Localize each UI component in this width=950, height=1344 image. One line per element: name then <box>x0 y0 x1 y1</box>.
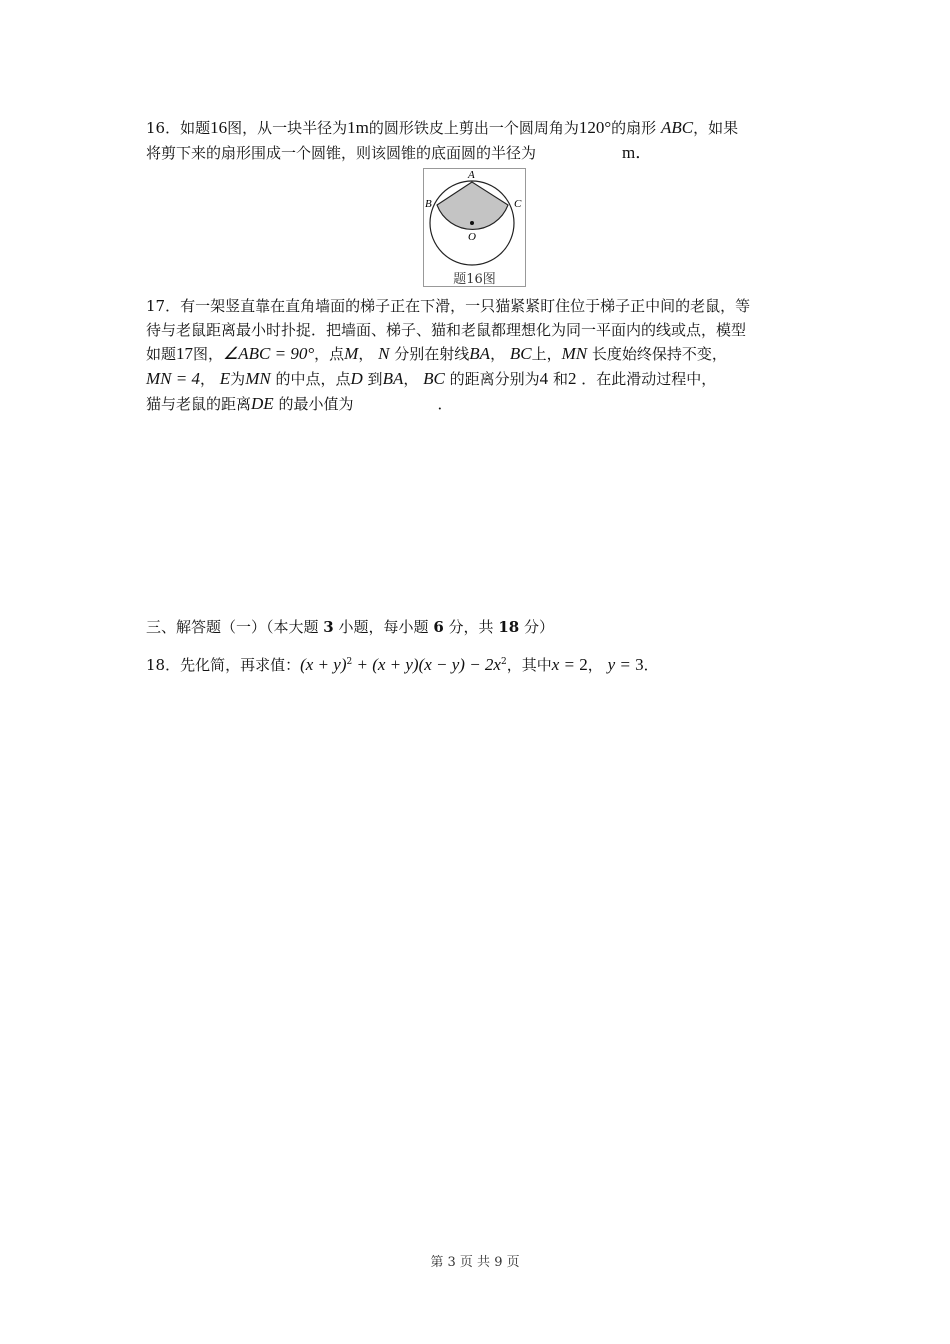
q16-figure-ref: 16 <box>210 118 228 137</box>
q18-text: 18．先化简，再求值： <box>146 656 301 674</box>
q17-text: 17．有一架竖直靠在直角墙面的梯子正在下滑，一只猫紧紧盯住位于梯子正中间的老鼠，等 <box>146 297 751 315</box>
segment-mn: MN <box>245 369 271 388</box>
q17-text: ． <box>437 395 453 413</box>
segment-mn: MN <box>561 344 588 363</box>
segment-de: DE <box>251 394 274 413</box>
ray-ba: BA <box>469 344 491 363</box>
q16-text: 16．如题 <box>146 119 211 137</box>
q18-text: ，其中 <box>506 656 552 674</box>
q16-text: ，如果 <box>693 119 739 137</box>
point-m: M <box>344 344 359 363</box>
section3-total: 18 <box>498 618 520 636</box>
q16-figure-caption: 题16图 <box>453 272 496 287</box>
q17-text: ， <box>358 345 374 363</box>
q18-x-eq: x = <box>551 655 580 674</box>
q18-line <box>146 652 659 675</box>
q16-line2 <box>146 143 652 163</box>
point-d: D <box>350 369 363 388</box>
q17-text: ，点 <box>314 345 345 363</box>
q16-text: 将剪下来的扇形围成一个圆锥，则该圆锥的底面圆的半径为 <box>146 144 537 162</box>
label-o: O <box>468 231 476 243</box>
q17-text: 到 <box>367 370 383 388</box>
q18-x-value: 2 <box>579 655 588 674</box>
q17-line1 <box>146 296 750 316</box>
q16-angle: 120° <box>578 118 612 137</box>
q17-text: 为 <box>230 370 246 388</box>
q17-text: ， <box>403 370 419 388</box>
q17-text: ， <box>199 370 215 388</box>
q17-text: 待与老鼠距离最小时扑捉．把墙面、梯子、猫和老鼠都理想化为同一平面内的线或点，模型 <box>146 321 747 339</box>
q17-line4 <box>146 369 716 389</box>
center-point-o <box>470 221 474 225</box>
q16-unit: m． <box>622 143 653 162</box>
q17-text: 如题 <box>146 345 177 363</box>
section3-text: 分，共 <box>448 618 494 636</box>
q18-expression: (x + y) <box>300 655 347 674</box>
label-b: B <box>425 198 432 210</box>
section3-text: 三、解答题（一）（本大题 <box>146 618 319 636</box>
q18-exponent: 2 <box>346 657 353 667</box>
q18-text: ， <box>587 656 603 674</box>
ray-bc: BC <box>423 369 445 388</box>
q17-text: 猫与老鼠的距离 <box>146 395 252 413</box>
q17-text: 的最小值为 <box>278 395 354 413</box>
section3-points-each: 6 <box>433 618 444 636</box>
q16-text: 的扇形 <box>611 119 657 137</box>
q18-y-value: 3 <box>635 655 644 674</box>
q17-text: 长度始终保持不变， <box>591 345 727 363</box>
q16-radius: 1m <box>347 118 369 137</box>
ray-ba: BA <box>382 369 404 388</box>
q17-figure-ref: 17 <box>176 344 194 363</box>
q17-line2 <box>146 320 746 340</box>
label-c: C <box>514 198 522 210</box>
q17-text: 图， <box>193 345 224 363</box>
label-a: A <box>468 169 475 181</box>
q17-text: 分别在射线 <box>394 345 470 363</box>
q17-angle-expr: ∠ABC = 90° <box>223 344 315 363</box>
q17-text: ．在此滑动过程中， <box>581 370 717 388</box>
q16-sector-label: ABC <box>660 118 694 137</box>
point-e: E <box>219 369 231 388</box>
q16-figure <box>423 168 526 287</box>
q18-text: ． <box>643 656 659 674</box>
q18-y-eq: y = <box>607 655 636 674</box>
q17-text: ， <box>490 345 506 363</box>
section3-heading <box>146 617 554 637</box>
section3-count: 3 <box>323 618 334 636</box>
q17-text: 和 <box>552 370 568 388</box>
page-footer: 第 3 页 共 9 页 <box>430 1255 520 1270</box>
q18-expression: + (x + y)(x − y) − 2x <box>352 655 501 674</box>
q17-line3 <box>146 344 727 364</box>
q16-text: 图，从一块半径为 <box>227 119 348 137</box>
q17-distance-1: 4 <box>539 369 549 388</box>
q18-exponent: 2 <box>500 657 507 667</box>
q17-text: 的距离分别为 <box>449 370 540 388</box>
q16-line1 <box>146 118 738 138</box>
q17-mn-expr: MN = 4 <box>146 369 200 388</box>
ray-bc: BC <box>509 344 532 363</box>
q17-text: 的中点，点 <box>275 370 351 388</box>
q17-line5 <box>146 394 453 414</box>
section3-text: 小题，每小题 <box>338 618 429 636</box>
q17-text: 上， <box>531 345 562 363</box>
point-n: N <box>378 344 390 363</box>
section3-text: 分） <box>523 618 554 636</box>
q17-distance-2: 2 <box>567 369 577 388</box>
q16-text: 的圆形铁皮上剪出一个圆周角为 <box>368 119 579 137</box>
